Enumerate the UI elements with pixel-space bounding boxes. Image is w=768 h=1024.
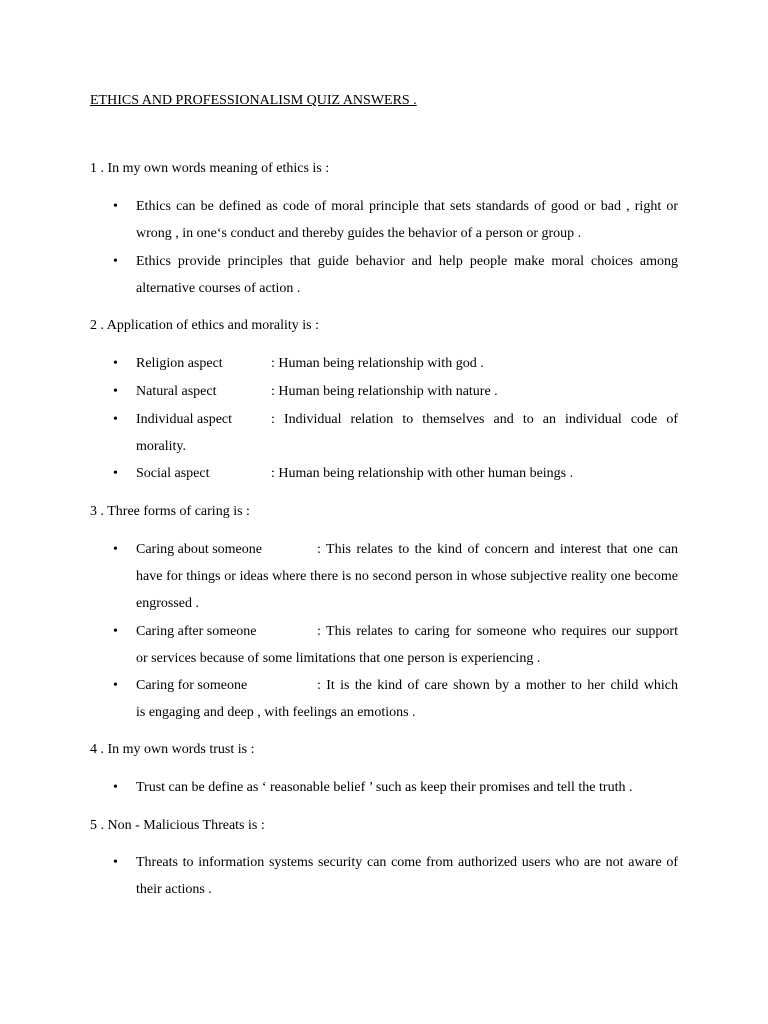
item-label: Natural aspect — [136, 384, 217, 399]
item-text: : It is the kind of care shown by a mother to her child which — [317, 678, 678, 693]
bullet-dot: • — [113, 412, 118, 427]
item-label: Caring for someone — [136, 678, 248, 693]
q1-bullet-1: Ethics can be defined as code of moral principle that sets standards of good or bad , right or wrong , in one‘s conduct and thereby guides the behavior of a person or group . — [136, 199, 678, 241]
title-underlined: ETHICS AND PROFESSIONALISM QUIZ — [90, 93, 341, 108]
item-label: Caring after someone — [136, 624, 257, 639]
question-5: 5 . Non - Malicious Threats is : — [90, 818, 265, 833]
item-label: Individual aspect — [136, 412, 233, 427]
q2-item-natural — [136, 378, 678, 405]
q3-item-after — [136, 618, 678, 645]
bullet-dot: • — [113, 780, 118, 795]
q2-item-social — [136, 460, 678, 487]
item-text: : This relates to caring for someone who requires our support — [317, 624, 678, 639]
bullet-dot: • — [113, 855, 118, 870]
item-text: : Human being relationship with god . — [271, 356, 484, 371]
q1-bullet-2: Ethics provide principles that guide behavior and help people make moral choices among alternative courses of action . — [136, 254, 678, 296]
item-text: : Human being relationship with other human beings . — [271, 466, 574, 481]
bullet-dot: • — [113, 199, 118, 214]
q5-bullet-1: Threats to information systems security can come from authorized users who are not aware of their actions . — [136, 855, 678, 897]
question-4: 4 . In my own words trust is : — [90, 742, 255, 757]
item-text-cont: morality. — [136, 439, 187, 454]
item-label: Religion aspect — [136, 356, 223, 371]
bullet-dot: • — [113, 254, 118, 269]
item-text-cont: or services because of some limitations that one person is experiencing . — [136, 651, 541, 666]
question-1: 1 . In my own words meaning of ethics is : — [90, 161, 330, 176]
title-answers: ANSWERS . — [340, 93, 417, 108]
question-3: 3 . Three forms of caring is : — [90, 504, 250, 519]
item-text: : Individual relation to themselves and to an individual code of — [271, 412, 678, 427]
q4-bullet-1: Trust can be define as ‘ reasonable belief ’ such as keep their promises and tell the truth . — [136, 780, 633, 795]
bullet-dot: • — [113, 678, 118, 693]
bullet-dot: • — [113, 542, 118, 557]
item-label: Caring about someone — [136, 542, 262, 557]
item-text: : Human being relationship with nature . — [271, 384, 498, 399]
bullet-dot: • — [113, 466, 118, 481]
item-label: Social aspect — [136, 466, 210, 481]
item-text-cont: have for things or ideas where there is no second person in whose subjective reality one become engrossed . — [136, 569, 678, 611]
item-text-cont: is engaging and deep , with feelings an emotions . — [136, 705, 416, 720]
bullet-dot: • — [113, 624, 118, 639]
q3-item-for — [136, 672, 678, 699]
document-title — [90, 93, 417, 109]
bullet-dot: • — [113, 356, 118, 371]
q2-item-individual — [136, 406, 678, 433]
q3-item-about — [136, 536, 678, 563]
q2-item-religion — [136, 350, 678, 377]
item-text: : This relates to the kind of concern and interest that one can — [317, 542, 678, 557]
question-2: 2 . Application of ethics and morality is : — [90, 318, 320, 333]
bullet-dot: • — [113, 384, 118, 399]
